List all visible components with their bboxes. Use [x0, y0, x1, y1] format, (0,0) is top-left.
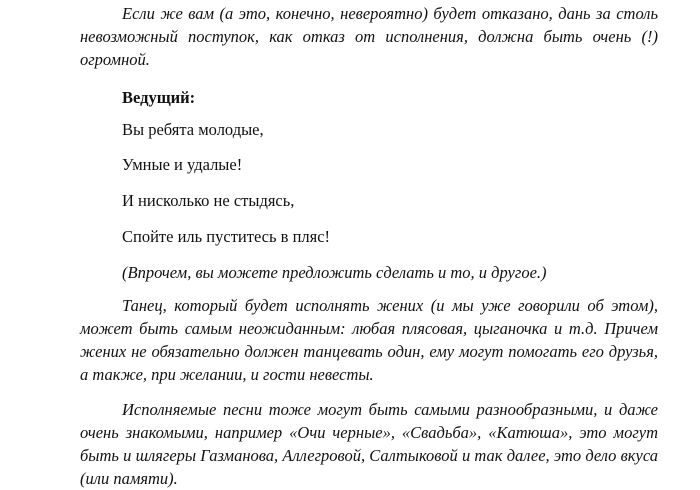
verse-line-2: Умные и удалые! — [122, 155, 243, 174]
verse-line-4: Спойте иль пуститесь в пляс! — [122, 227, 331, 246]
paragraph-songs: Исполняемые песни тоже могут быть самыми разнообразными, и даже очень знакомыми, например «Очи черные», «Свадьба», «Катюша», это могут быть и шлягеры Газманова, Аллегровой, Салтыковой и так далее, это дело вкуса (или памяти). — [80, 400, 658, 488]
paragraph-dance: Танец, который будет исполнять жених (и мы уже говорили об этом), может быть самым неожиданным: любая плясовая, цыганочка и т.д. Причем жених не обязательно должен танцевать один, ему могут помогать его друзья, а также, при желании, и гости невесты. — [80, 296, 658, 384]
speaker-label: Ведущий: — [122, 88, 196, 107]
verse-line-1: Вы ребята молодые, — [122, 120, 264, 139]
stage-note: (Впрочем, вы можете предложить сделать и то, и другое.) — [122, 263, 547, 282]
paragraph-refusal: Если же вам (а это, конечно, невероятно) будет отказано, дань за столь невозможный поступок, как отказ от исполнения, должна быть очень (!) огромной. — [80, 4, 658, 69]
verse-line-3: И нисколько не стыдясь, — [122, 191, 295, 210]
